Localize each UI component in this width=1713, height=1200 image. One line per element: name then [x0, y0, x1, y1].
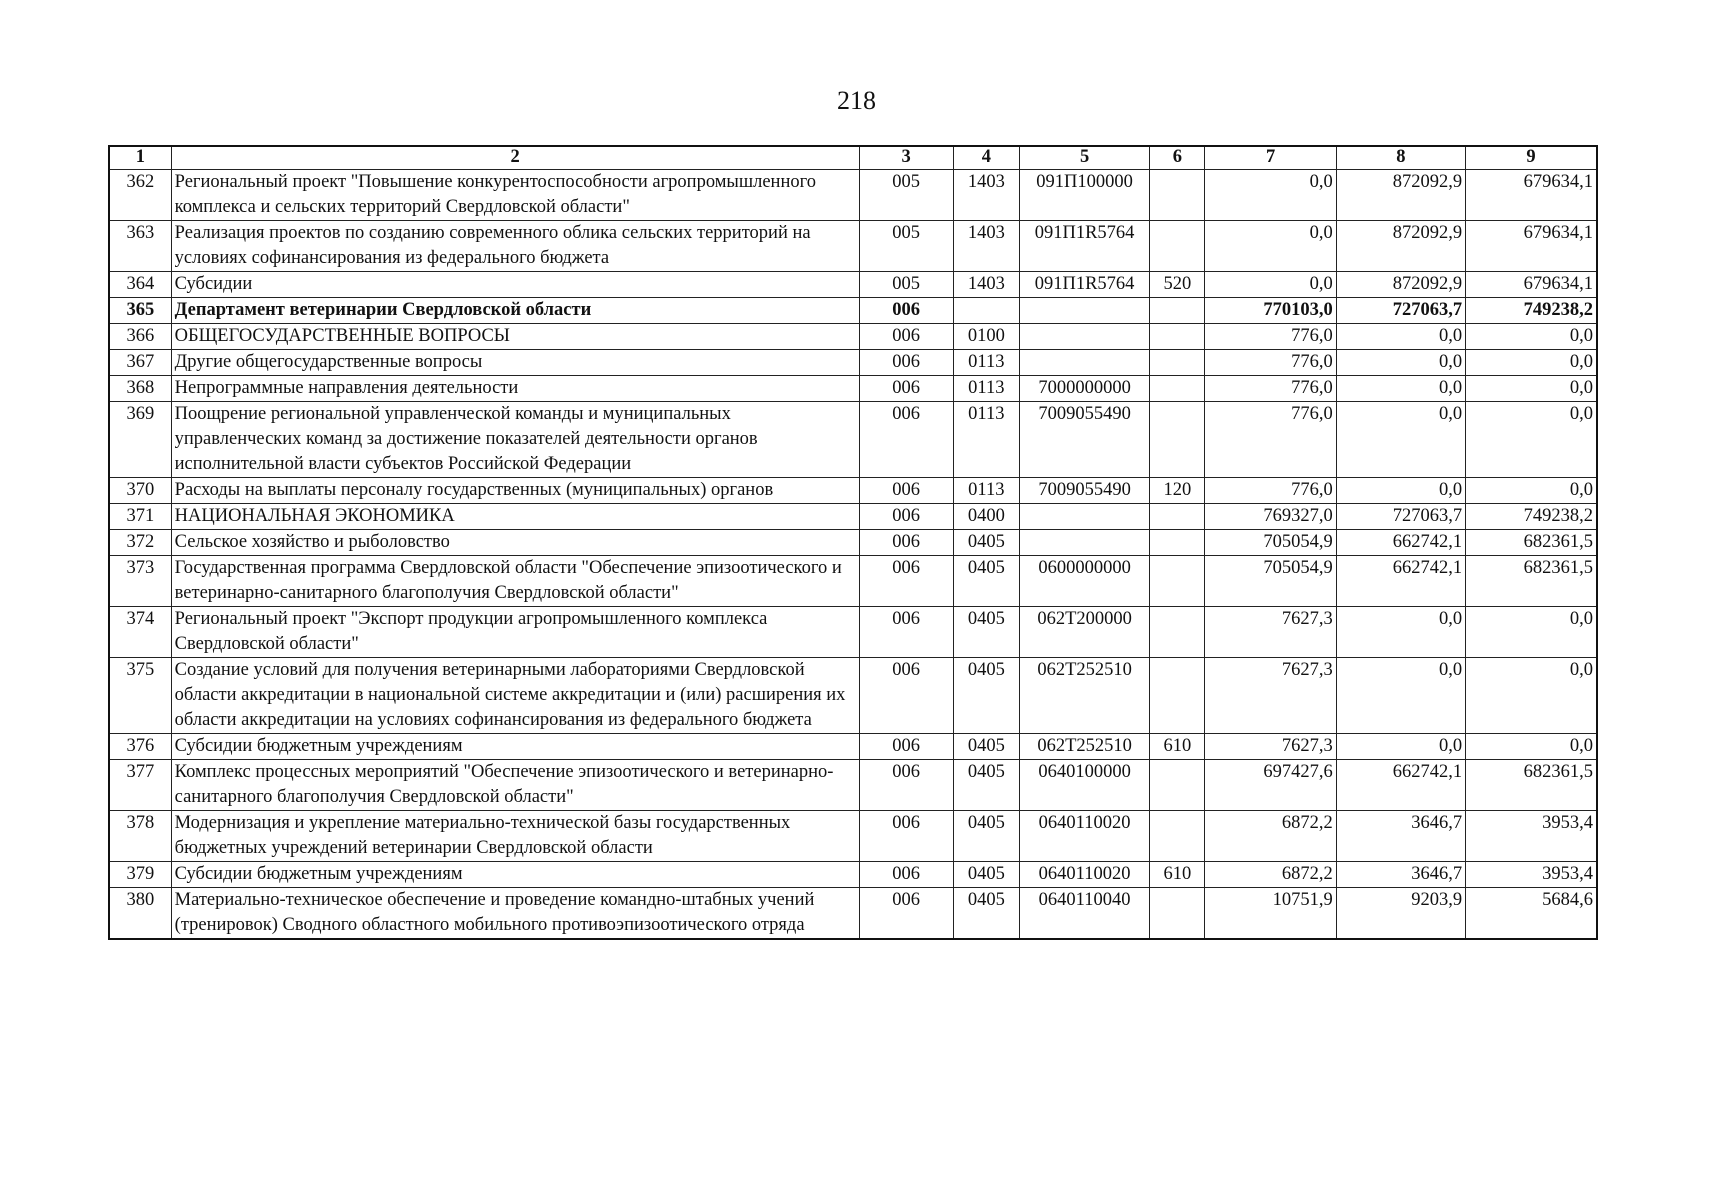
header-cell: 4 [953, 146, 1019, 170]
col5-code: 0640110040 [1019, 888, 1149, 940]
col7-amount: 769327,0 [1205, 504, 1336, 530]
col8-amount: 0,0 [1336, 376, 1465, 402]
col7-amount: 776,0 [1205, 478, 1336, 504]
col6-code [1150, 607, 1205, 658]
header-cell: 1 [109, 146, 171, 170]
header-cell: 9 [1466, 146, 1597, 170]
col6-code: 610 [1150, 862, 1205, 888]
col7-amount: 7627,3 [1205, 734, 1336, 760]
col8-amount: 0,0 [1336, 478, 1465, 504]
col6-code: 520 [1150, 272, 1205, 298]
col4-code: 0113 [953, 478, 1019, 504]
col6-code [1150, 402, 1205, 478]
col4-code: 0100 [953, 324, 1019, 350]
col8-amount: 872092,9 [1336, 170, 1465, 221]
col6-code [1150, 350, 1205, 376]
row-number: 380 [109, 888, 171, 940]
table-row [109, 504, 1597, 530]
row-description: НАЦИОНАЛЬНАЯ ЭКОНОМИКА [171, 504, 859, 530]
row-description: Региональный проект "Повышение конкурентоспособности агропромышленного комплекса и сельских территорий Свердловской области" [171, 170, 859, 221]
col4-code: 0405 [953, 811, 1019, 862]
col4-code: 1403 [953, 272, 1019, 298]
table-row [109, 888, 1597, 940]
col4-code: 1403 [953, 170, 1019, 221]
col6-code: 120 [1150, 478, 1205, 504]
col9-amount: 679634,1 [1466, 221, 1597, 272]
row-description: Другие общегосударственные вопросы [171, 350, 859, 376]
col5-code [1019, 504, 1149, 530]
row-description: Департамент ветеринарии Свердловской области [171, 298, 859, 324]
row-description: Государственная программа Свердловской области "Обеспечение эпизоотического и ветеринарно-санитарного благополучия Свердловской области" [171, 556, 859, 607]
row-description: ОБЩЕГОСУДАРСТВЕННЫЕ ВОПРОСЫ [171, 324, 859, 350]
col8-amount: 0,0 [1336, 402, 1465, 478]
col8-amount: 872092,9 [1336, 221, 1465, 272]
col6-code [1150, 760, 1205, 811]
col6-code [1150, 888, 1205, 940]
col3-code: 006 [859, 504, 953, 530]
col8-amount: 662742,1 [1336, 760, 1465, 811]
col3-code: 006 [859, 607, 953, 658]
col5-code: 0640110020 [1019, 862, 1149, 888]
col5-code: 0600000000 [1019, 556, 1149, 607]
col6-code [1150, 811, 1205, 862]
col8-amount: 0,0 [1336, 350, 1465, 376]
row-number: 373 [109, 556, 171, 607]
row-number: 379 [109, 862, 171, 888]
col3-code: 005 [859, 170, 953, 221]
row-description: Материально-техническое обеспечение и проведение командно-штабных учений (тренировок) Сводного областного мобильного противоэпизоотического отряда [171, 888, 859, 940]
table-row [109, 862, 1597, 888]
row-number: 362 [109, 170, 171, 221]
col3-code: 006 [859, 734, 953, 760]
header-cell: 8 [1336, 146, 1465, 170]
col4-code: 0405 [953, 658, 1019, 734]
col8-amount: 3646,7 [1336, 811, 1465, 862]
row-number: 367 [109, 350, 171, 376]
row-description: Субсидии [171, 272, 859, 298]
row-description: Модернизация и укрепление материально-технической базы государственных бюджетных учреждений ветеринарии Свердловской области [171, 811, 859, 862]
row-number: 369 [109, 402, 171, 478]
row-number: 364 [109, 272, 171, 298]
col9-amount: 0,0 [1466, 402, 1597, 478]
col8-amount: 0,0 [1336, 607, 1465, 658]
col4-code: 0405 [953, 888, 1019, 940]
col7-amount: 705054,9 [1205, 530, 1336, 556]
row-description: Комплекс процессных мероприятий "Обеспечение эпизоотического и ветеринарно-санитарного благополучия Свердловской области" [171, 760, 859, 811]
table-row [109, 760, 1597, 811]
col7-amount: 7627,3 [1205, 658, 1336, 734]
col8-amount: 0,0 [1336, 658, 1465, 734]
col8-amount: 0,0 [1336, 324, 1465, 350]
row-description: Субсидии бюджетным учреждениям [171, 734, 859, 760]
col9-amount: 3953,4 [1466, 811, 1597, 862]
col9-amount: 0,0 [1466, 324, 1597, 350]
col7-amount: 770103,0 [1205, 298, 1336, 324]
row-number: 368 [109, 376, 171, 402]
col8-amount: 662742,1 [1336, 556, 1465, 607]
col5-code: 062T252510 [1019, 658, 1149, 734]
col4-code: 0405 [953, 862, 1019, 888]
row-number: 378 [109, 811, 171, 862]
col5-code: 7000000000 [1019, 376, 1149, 402]
col5-code [1019, 324, 1149, 350]
row-number: 365 [109, 298, 171, 324]
table-row [109, 556, 1597, 607]
col6-code [1150, 298, 1205, 324]
col3-code: 006 [859, 556, 953, 607]
row-description: Реализация проектов по созданию современного облика сельских территорий на условиях софинансирования из федерального бюджета [171, 221, 859, 272]
row-description: Сельское хозяйство и рыболовство [171, 530, 859, 556]
col4-code: 0405 [953, 530, 1019, 556]
col3-code: 006 [859, 402, 953, 478]
col7-amount: 697427,6 [1205, 760, 1336, 811]
col3-code: 006 [859, 324, 953, 350]
col9-amount: 0,0 [1466, 658, 1597, 734]
row-number: 366 [109, 324, 171, 350]
row-description: Субсидии бюджетным учреждениям [171, 862, 859, 888]
col7-amount: 776,0 [1205, 324, 1336, 350]
table-row [109, 734, 1597, 760]
col9-amount: 682361,5 [1466, 556, 1597, 607]
col3-code: 006 [859, 888, 953, 940]
col7-amount: 7627,3 [1205, 607, 1336, 658]
col6-code [1150, 170, 1205, 221]
col5-code [1019, 298, 1149, 324]
col5-code: 062T252510 [1019, 734, 1149, 760]
table-row [109, 811, 1597, 862]
col9-amount: 679634,1 [1466, 272, 1597, 298]
col3-code: 006 [859, 811, 953, 862]
col4-code: 0405 [953, 760, 1019, 811]
table-row [109, 658, 1597, 734]
col5-code: 091П1R5764 [1019, 221, 1149, 272]
col5-code: 091П1R5764 [1019, 272, 1149, 298]
col5-code: 091П100000 [1019, 170, 1149, 221]
col5-code: 0640100000 [1019, 760, 1149, 811]
col8-amount: 9203,9 [1336, 888, 1465, 940]
col7-amount: 0,0 [1205, 221, 1336, 272]
header-row [109, 146, 1597, 170]
col7-amount: 0,0 [1205, 170, 1336, 221]
col9-amount: 0,0 [1466, 478, 1597, 504]
col3-code: 005 [859, 221, 953, 272]
col9-amount: 749238,2 [1466, 298, 1597, 324]
row-number: 370 [109, 478, 171, 504]
table-row [109, 607, 1597, 658]
col6-code [1150, 530, 1205, 556]
col4-code: 1403 [953, 221, 1019, 272]
col6-code [1150, 376, 1205, 402]
table-row [109, 376, 1597, 402]
col3-code: 006 [859, 658, 953, 734]
col4-code: 0113 [953, 350, 1019, 376]
col7-amount: 776,0 [1205, 376, 1336, 402]
col7-amount: 6872,2 [1205, 862, 1336, 888]
header-cell: 3 [859, 146, 953, 170]
col6-code [1150, 556, 1205, 607]
row-description: Расходы на выплаты персоналу государственных (муниципальных) органов [171, 478, 859, 504]
row-number: 375 [109, 658, 171, 734]
col8-amount: 3646,7 [1336, 862, 1465, 888]
col8-amount: 727063,7 [1336, 298, 1465, 324]
table-row [109, 478, 1597, 504]
col3-code: 006 [859, 376, 953, 402]
col6-code [1150, 658, 1205, 734]
col7-amount: 6872,2 [1205, 811, 1336, 862]
header-cell: 2 [171, 146, 859, 170]
col3-code: 006 [859, 478, 953, 504]
col6-code [1150, 221, 1205, 272]
col5-code: 062T200000 [1019, 607, 1149, 658]
col3-code: 006 [859, 862, 953, 888]
col9-amount: 0,0 [1466, 376, 1597, 402]
table-row [109, 402, 1597, 478]
header-cell: 7 [1205, 146, 1336, 170]
col9-amount: 682361,5 [1466, 760, 1597, 811]
col7-amount: 705054,9 [1205, 556, 1336, 607]
col5-code [1019, 350, 1149, 376]
col5-code: 7009055490 [1019, 478, 1149, 504]
table-row [109, 324, 1597, 350]
table-row [109, 350, 1597, 376]
col3-code: 006 [859, 350, 953, 376]
header-cell: 5 [1019, 146, 1149, 170]
row-description: Непрограммные направления деятельности [171, 376, 859, 402]
col6-code [1150, 324, 1205, 350]
table-row [109, 221, 1597, 272]
col5-code: 7009055490 [1019, 402, 1149, 478]
col5-code [1019, 530, 1149, 556]
col9-amount: 5684,6 [1466, 888, 1597, 940]
page-number: 218 [837, 86, 876, 115]
table-row [109, 298, 1597, 324]
col4-code: 0113 [953, 402, 1019, 478]
col8-amount: 872092,9 [1336, 272, 1465, 298]
row-description: Региональный проект "Экспорт продукции агропромышленного комплекса Свердловской области" [171, 607, 859, 658]
table-row [109, 170, 1597, 221]
budget-table [108, 145, 1598, 940]
col6-code: 610 [1150, 734, 1205, 760]
col4-code: 0400 [953, 504, 1019, 530]
table-row [109, 530, 1597, 556]
col9-amount: 749238,2 [1466, 504, 1597, 530]
col6-code [1150, 504, 1205, 530]
col3-code: 006 [859, 298, 953, 324]
col8-amount: 0,0 [1336, 734, 1465, 760]
col9-amount: 679634,1 [1466, 170, 1597, 221]
col3-code: 005 [859, 272, 953, 298]
row-number: 374 [109, 607, 171, 658]
header-cell: 6 [1150, 146, 1205, 170]
col9-amount: 3953,4 [1466, 862, 1597, 888]
table-row [109, 272, 1597, 298]
row-number: 371 [109, 504, 171, 530]
col9-amount: 0,0 [1466, 350, 1597, 376]
row-number: 376 [109, 734, 171, 760]
col8-amount: 662742,1 [1336, 530, 1465, 556]
col4-code [953, 298, 1019, 324]
row-number: 377 [109, 760, 171, 811]
col4-code: 0113 [953, 376, 1019, 402]
col4-code: 0405 [953, 607, 1019, 658]
col4-code: 0405 [953, 556, 1019, 607]
col5-code: 0640110020 [1019, 811, 1149, 862]
col3-code: 006 [859, 530, 953, 556]
row-description: Создание условий для получения ветеринарными лабораториями Свердловской области аккредитации в национальной системе аккредитации и (или) расширения их области аккредитации на условиях софинансирования из федерального бюджета [171, 658, 859, 734]
col7-amount: 10751,9 [1205, 888, 1336, 940]
row-number: 363 [109, 221, 171, 272]
col7-amount: 776,0 [1205, 350, 1336, 376]
col8-amount: 727063,7 [1336, 504, 1465, 530]
col9-amount: 682361,5 [1466, 530, 1597, 556]
col9-amount: 0,0 [1466, 734, 1597, 760]
col7-amount: 776,0 [1205, 402, 1336, 478]
col9-amount: 0,0 [1466, 607, 1597, 658]
row-description: Поощрение региональной управленческой команды и муниципальных управленческих команд за достижение показателей деятельности органов исполнительной власти субъектов Российской Федерации [171, 402, 859, 478]
col7-amount: 0,0 [1205, 272, 1336, 298]
row-number: 372 [109, 530, 171, 556]
col3-code: 006 [859, 760, 953, 811]
col4-code: 0405 [953, 734, 1019, 760]
